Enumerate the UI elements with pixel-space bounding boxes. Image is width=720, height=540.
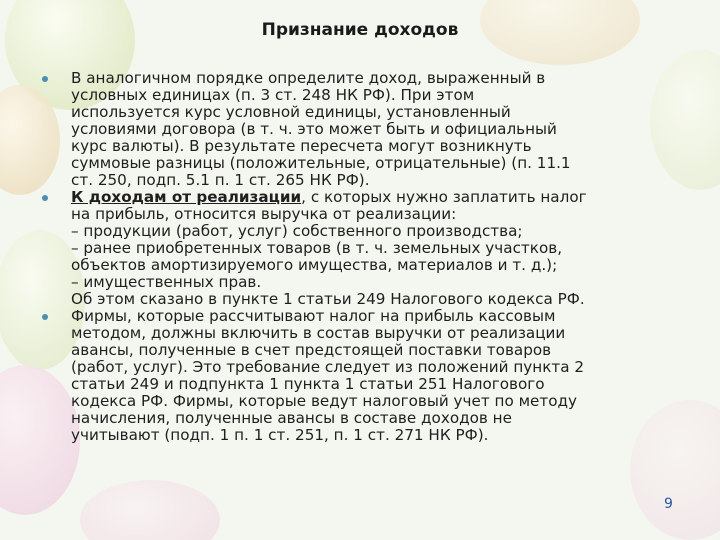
bullet-line: – продукции (работ, услуг) собственного производства;	[71, 222, 523, 240]
bullet-item-1	[42, 70, 682, 189]
bullet-item-2	[42, 189, 682, 308]
bullet-line: используется курс условной единицы, установленный	[71, 103, 511, 121]
bullet-line: ст. 250, подп. 5.1 п. 1 ст. 265 НК РФ).	[71, 171, 370, 189]
bullet-line: начисления, полученные авансы в составе доходов не	[71, 409, 512, 427]
bullet-item-3	[42, 308, 682, 444]
bullet-dot-icon	[42, 314, 48, 320]
page-number: 9	[664, 496, 673, 512]
bullet-line: методом, должны включить в состав выручки от реализации	[71, 324, 566, 342]
bullet-line: статьи 249 и подпункта 1 пункта 1 статьи 251 Налогового	[71, 375, 545, 393]
bullet-line: Фирмы, которые рассчитывают налог на прибыль кассовым	[71, 307, 556, 325]
slide-title: Признание доходов	[261, 20, 459, 40]
bullet-line: условиями договора (в т. ч. это может быть и официальный	[71, 120, 557, 138]
bullet-line: курс валюты). В результате пересчета могут возникнуть	[71, 137, 532, 155]
bullet-line: – ранее приобретенных товаров (в т. ч. земельных участков,	[71, 239, 563, 257]
bullet-line: условных единицах (п. 3 ст. 248 НК РФ). При этом	[71, 86, 475, 104]
bullet-line: учитывают (подп. 1 п. 1 ст. 251, п. 1 ст. 271 НК РФ).	[71, 426, 489, 444]
bullet-dot-icon	[42, 76, 48, 82]
bullet-line: кодекса РФ. Фирмы, которые ведут налоговый учет по методу	[71, 392, 578, 410]
bullet-line: объектов амортизируемого имущества, материалов и т. д.);	[71, 256, 558, 274]
bullet-line: авансы, полученные в счет предстоящей поставки товаров	[71, 341, 552, 359]
bullet-line: Об этом сказано в пункте 1 статьи 249 Налогового кодекса РФ.	[71, 290, 585, 308]
bullet-line-rest: , с которых нужно заплатить налог	[301, 188, 587, 206]
bullet-dot-icon	[42, 195, 48, 201]
bullet-line: суммовые разницы (положительные, отрицательные) (п. 11.1	[71, 154, 571, 172]
bullet-line: (работ, услуг). Это требование следует из положений пункта 2	[71, 358, 585, 376]
bullet-line: – имущественных прав.	[71, 273, 262, 291]
emphasis-heading: К доходам от реализации	[71, 188, 302, 206]
bullet-line: на прибыль, относится выручка от реализации:	[71, 205, 457, 223]
bullet-line	[71, 189, 682, 206]
bullet-list	[42, 70, 682, 444]
bullet-line: В аналогичном порядке определите доход, выраженный в	[71, 69, 546, 87]
